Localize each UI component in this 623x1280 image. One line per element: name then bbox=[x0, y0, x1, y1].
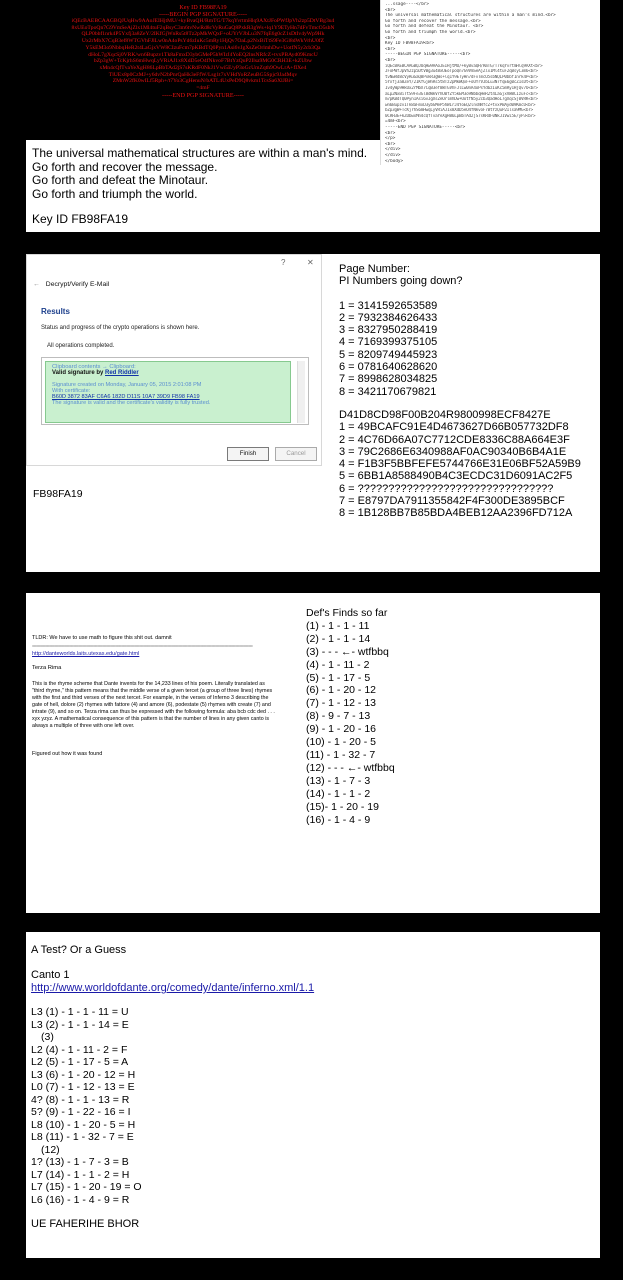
find-item: (4) - 1 - 11 - 2 bbox=[306, 658, 370, 671]
find-item: (2) - 1 - 1 - 14 bbox=[306, 632, 371, 645]
clipboard-label: Clipboard contents → Clipboard: bbox=[52, 364, 136, 370]
decode-line: 1? (13) - 1 - 7 - 3 = B bbox=[31, 1156, 129, 1168]
source-line: <br> bbox=[385, 7, 396, 13]
close-icon[interactable]: ✕ bbox=[307, 258, 314, 267]
pi-number-line: 8 = 3421170679821 bbox=[339, 385, 437, 398]
dialog-title-text: Decrypt/Verify E-Mail bbox=[45, 281, 110, 288]
decode-line: 5? (9) - 1 - 22 - 16 = I bbox=[31, 1106, 131, 1118]
decode-line: L3 (1) - 1 - 1 - 11 = U bbox=[31, 1006, 129, 1018]
source-line: <br> bbox=[385, 46, 396, 52]
validity-text: The signature is valid and the certificate's validity is fully trusted. bbox=[52, 400, 211, 406]
source-line: </body> bbox=[385, 158, 404, 164]
results-heading: Results bbox=[41, 307, 70, 316]
find-item: (8) - 9 - 7 - 13 bbox=[306, 710, 371, 723]
worldofdante-link[interactable]: http://www.worldofdante.org/comedy/dante/inferno.xml/1.1 bbox=[31, 982, 315, 994]
decode-line: L3 (6) - 1 - 20 - 12 = H bbox=[31, 1068, 136, 1081]
hex-line: 3 = 79C2686E6340988AF0AC90340B6B4A1E bbox=[339, 445, 567, 458]
source-line: tvNwRd8cVyRuGaQ8PxkR3gWs+lq1Y9ETyHn7dFvTmcO5sbNQLP0bbf1nrk4P<br> bbox=[385, 74, 538, 80]
hex-header: D41D8CD98F00B204R9800998ECF8427E bbox=[339, 408, 551, 421]
defs-finds-list bbox=[306, 607, 395, 826]
find-item: (6) - 1 - 20 - 12 bbox=[306, 684, 377, 697]
signature-line: ZMnW2fK0wILf5Rph+/t7Yo3CgHenuN/bATL4UxPeD9Q8vkm1TcsSa6XlJBi= bbox=[112, 78, 294, 85]
signature-line: 8xUEoTpoQn7G9VmSeAjZlx1Ml4tuF2qBsyC3m6tvNwRd8cVyRuGaQ8PxkR3gWs+lq1Y9ETyHn7dFvTmcO5sbN bbox=[71, 24, 335, 31]
signature-key-id: Key ID FB98FA19 bbox=[179, 4, 227, 11]
decode-line: (12) bbox=[41, 1143, 60, 1156]
terza-rima-paragraph: This is the rhyme scheme that Dante invents for the 14,233 lines of his poem. Literally translated as "third rhyme," this pattern means that the middle verse of a given tercet (a group of three lines) rhymes with the first and third verses of the next tercet. For example, in the verses of Inferno 3 describing the gate of hell, dolore (2) rhymes with fattore (4) and amore (6), podestate (5) rhymes with create (7) and intrate (9), and so on. Terza rima can thus be expressed with the following formula: aba bcb cdc ded . . . xyx yzyz. A mathematical consequence of this pattern is that the number of lines in any given canto is always a multiple of three with one left over. bbox=[32, 681, 275, 729]
hex-line: 1 = 49BCAFC91E4D4673627D66B057732DF8 bbox=[339, 421, 569, 434]
decode-list bbox=[31, 1006, 142, 1206]
source-line: iQEcBAEBCAAGBQJUqHw9AAoJEIHjtMU/+kyBvaQH/RmTG/T7kqYvrtmHlq9AXt<br> bbox=[385, 63, 543, 69]
key-id-text: Key ID FB98FA19 bbox=[32, 212, 129, 226]
help-icon[interactable]: ? bbox=[281, 258, 286, 267]
signature-line: dHoL7gXqcSj0VRK/wn6Bupzv1Tk8aFmxD3ybGMeP5hWIrJ4YoEQ2lnsNRfcZ+tvxPBAyd09KmcU bbox=[88, 51, 318, 58]
pi-number-line: 6 = 0781640628620 bbox=[339, 361, 438, 374]
message-line: The universal mathematical structures are within a man's mind. bbox=[32, 146, 368, 160]
fingerprint-short: FB98FA19 bbox=[33, 488, 83, 500]
source-line: wn6Bupzv1Tk8aFmxD3ybGMeP5hWIrJ4YoEQ2lnsNRfcZ+tvxPBAyd09KmcU<br> bbox=[385, 102, 536, 108]
message-text bbox=[32, 147, 367, 201]
source-line: 0CRH3E+kZUbwxMn4cQfTvaYeXgH86LpBbTAd2jS7sKRdF0NkJ1Vwi5E/yP3<br> bbox=[385, 113, 536, 119]
decode-line: L8 (11) - 1 - 32 - 7 = E bbox=[31, 1131, 134, 1143]
pi-number-line: 7 = 8998628034825 bbox=[339, 373, 438, 386]
results-description: Status and progress of the crypto operations is shown here. bbox=[41, 325, 200, 331]
find-item: (14) - 1 - 1 - 2 bbox=[306, 787, 371, 800]
find-item: (1) - 1 - 1 - 11 bbox=[306, 619, 370, 632]
canto-label: Canto 1 bbox=[31, 969, 70, 981]
verification-result-box bbox=[41, 357, 309, 425]
decode-line: L6 (16) - 1 - 4 - 9 = R bbox=[31, 1193, 130, 1206]
signature-line: =4mF bbox=[196, 85, 210, 92]
source-line: bZp3gW+TcKjrhS6mHwqLyVRiAJ1x8XdD5eO4fNkvoF7BtYzQuP2Ilsa9MG<br> bbox=[385, 108, 533, 114]
hex-line: 2 = 4C76D66A07C7712CDE8336C88A664E3F bbox=[339, 433, 570, 446]
decode-line: L3 (2) - 1 - 1 - 14 = E bbox=[31, 1018, 129, 1031]
find-item: (11) - 1 - 32 - 7 bbox=[306, 748, 376, 761]
find-item: (5) - 1 - 17 - 5 bbox=[306, 671, 371, 684]
source-line: <br> bbox=[385, 141, 396, 147]
pi-numbers-notes bbox=[339, 263, 581, 520]
pi-number-line: 3 = 8327950288419 bbox=[339, 324, 438, 337]
html-source-view bbox=[380, 0, 600, 165]
decode-line: L2 (5) - 1 - 17 - 5 = A bbox=[31, 1056, 129, 1068]
valid-signature-text bbox=[52, 370, 284, 376]
source-line: Go forth and defeat the Minotaur. <br> bbox=[385, 24, 484, 30]
signature-line: iQEcBAEBCAAGBQJUqHw9AAoJEIHjtMU/+kyBvaQH/RmTG/T7kqYvrtmHlq9AXtJFoPWfJpVh2zp5DtVBg3u4 bbox=[71, 18, 335, 24]
valid-signature-panel bbox=[45, 361, 291, 423]
finds-title: Def's Finds so far bbox=[306, 607, 388, 619]
find-item: (13) - 1 - 7 - 3 bbox=[306, 774, 371, 787]
hex-line: 8 = 1B128BB7B85BDA4BEB12AA2396FD712A bbox=[339, 507, 573, 520]
source-line: </p> bbox=[385, 136, 396, 142]
decode-line: L7 (15) - 1 - 20 - 19 = O bbox=[31, 1181, 142, 1193]
find-item: (3) - - - ←- wtfbbq bbox=[306, 645, 389, 658]
operations-status: All operations completed. bbox=[47, 343, 115, 349]
danteworlds-link[interactable]: http://danteworlds.laits.utexas.edu/gate.html bbox=[32, 651, 140, 657]
source-line: ...ssage----</br> bbox=[385, 2, 429, 7]
back-arrow-icon[interactable]: ← bbox=[33, 281, 40, 288]
find-item: (7) - 1 - 12 - 13 bbox=[306, 697, 377, 710]
pi-number-line: 5 = 8209749445923 bbox=[339, 348, 438, 361]
signature-end: -----END PGP SIGNATURE----- bbox=[162, 91, 244, 99]
pi-number-line: 1 = 3141592653589 bbox=[339, 299, 438, 312]
terza-rima-panel bbox=[26, 593, 600, 913]
test-guess-panel bbox=[26, 932, 600, 1258]
find-item: (15)- 1 - 20 - 19 bbox=[306, 800, 379, 813]
pi-number-line: 2 = 7932384626433 bbox=[339, 311, 438, 324]
source-line: Key ID FB98FA19<br> bbox=[385, 41, 435, 47]
with-certificate-label: With certificate: bbox=[52, 388, 91, 394]
decode-line: L0 (7) - 1 - 12 - 13 = E bbox=[31, 1081, 135, 1093]
hex-line: 7 = E8797DA7911355842F4F300DE3895BCF bbox=[339, 495, 565, 508]
source-line: Go forth and recover the message.<br> bbox=[385, 18, 481, 24]
find-item: (16) - 1 - 4 - 9 bbox=[306, 813, 371, 826]
decode-line: (3) bbox=[41, 1031, 54, 1043]
decode-line: L7 (14) - 1 - 1 - 2 = H bbox=[31, 1168, 130, 1181]
signature-begin: -----BEGIN PGP SIGNATURE----- bbox=[158, 11, 248, 18]
signature-line: Y5kEM3o9NbbqHeR2t4LaGjxVW8CIzuFcm7pKBdTQ0Pyn1Asi6vJgXsZeOrlmhDw+UotfN5y2cb3Qa bbox=[85, 44, 321, 51]
source-line: <br> bbox=[385, 57, 396, 63]
figured-text: Figured out how it was found bbox=[32, 751, 103, 757]
source-line: <br> bbox=[385, 35, 396, 41]
valid-prefix: Valid signature by bbox=[52, 370, 106, 376]
signature-line: bZp3gW+TcKjrhS6mHwqLyVRiAJ1x8XdD5eO4fNkvoF7BtYzQuP2Ilsa9MG0CRH3E+kZUbw bbox=[93, 58, 313, 65]
source-line: </div> bbox=[385, 153, 401, 159]
decrypt-verify-dialog bbox=[26, 254, 322, 466]
source-line: -----END PGP SIGNATURE-----<br> bbox=[385, 125, 466, 131]
separator-line: ===================================================================================================== bbox=[32, 643, 253, 648]
source-line: Iv4yWp9HkUx2rMbX7CqB3ef8WTGVhFJlLw0nA4oPsYd6zIuKc5mRy1HjQv7O<br> bbox=[385, 85, 538, 91]
hex-line: 4 = F1B3F5BBFEFE5744766E31E06BF52A59B9 bbox=[339, 458, 581, 471]
certificate-fingerprint-link[interactable]: B60D 3872 83AF C6A6 182D D11S 10A7 39D9 FB98 FA19 bbox=[52, 394, 200, 400]
message-line: Go forth and recover the message. bbox=[32, 159, 218, 174]
source-line: The universal mathematical structures are within a man's mind.<br> bbox=[385, 13, 556, 19]
pgp-signature-block bbox=[26, 0, 380, 140]
source-line: JFoPWfJpVh2zp5DtVBg3u48xUEoTpoQn7G9VmSeAjZlx1Ml4tuF2qBsyC3m6<br> bbox=[385, 69, 538, 75]
source-line: 5Yxfj3a8ZeY/2IKfGjWnRs5t8Tz2pMkWQxF+oUYrVJbLu3N7fqE6g0cZ1sDt<br> bbox=[385, 80, 538, 86]
tldr-text: TLDR: We have to use math to figure this shit out. damnit bbox=[32, 635, 172, 641]
find-item: (10) - 1 - 20 - 5 bbox=[306, 736, 377, 749]
signature-created: Signature created on Monday, January 05, 2015 2:01:08 PM bbox=[52, 382, 202, 388]
test-title: A Test? Or a Guess bbox=[31, 944, 127, 956]
source-line: </div> bbox=[385, 147, 401, 153]
signature-line: QLP0bbf1nrk4P5Yxfj3a8ZeY/2IKfGjWnRs5t8Tz2pMkWQxF+oUYrVJbLu3N7fqE6g0cZ1sDtIv4yWp9Hk bbox=[81, 31, 325, 38]
source-line: m7pKBdTQ0Pyn1Asi6vJgXsZeOrlmhDw+UotfN5y2cb3QadHoL7gXqcSj0VRK<br> bbox=[385, 97, 538, 103]
terza-rima-heading: Terza Rima bbox=[32, 665, 62, 671]
signature-line: TlUEx8p0CzMJ+y6dvN2bPnrQaHk3eFfW/Lsg1t7xVHdYoRZeuBG5Spjc9Ja4Mqv bbox=[108, 71, 298, 78]
signature-line: Ux2rMbX7CqB3ef8WTGVhFJlLw0nA4oPsYd6zIuKc5mRy1HjQv7OaLp2NxBiTtS9Fe3Gl8dWkVrhU0fZ bbox=[81, 38, 325, 45]
pgp-message-panel bbox=[26, 0, 600, 232]
find-item: (12) - - - ←- wtfbbq bbox=[306, 761, 395, 774]
finish-button[interactable]: Finish bbox=[227, 447, 269, 461]
cancel-button[interactable]: Cancel bbox=[275, 447, 317, 461]
hex-line: 5 = 6BB1A8588490B4C3ECDC31D6091AC2F5 bbox=[339, 470, 573, 483]
decoded-result: UE FAHERIHE BHOR bbox=[31, 1218, 140, 1230]
decrypt-verify-panel bbox=[26, 254, 600, 572]
message-line: Go forth and triumph the world. bbox=[32, 186, 198, 201]
hex-line: 6 = ???????????????????????????????? bbox=[339, 482, 554, 495]
signature-line: xMn4cQfTvaYeXgH86LpBbTAd2jS7sKRdF0NkJ1Vwi5E/yP3oGcUmZqth9OwLrA+fIXe4 bbox=[99, 64, 307, 71]
scrollbar[interactable] bbox=[297, 361, 305, 423]
decode-line: 4? (8) - 1 - 1 - 13 = R bbox=[31, 1093, 130, 1106]
source-line: Go forth and triumph the world.<br> bbox=[385, 29, 476, 35]
pi-number-line: 4 = 7169399375105 bbox=[339, 336, 438, 349]
source-line: -----BEGIN PGP SIGNATURE-----<br> bbox=[385, 52, 471, 58]
source-line: =4mF<br> bbox=[385, 119, 406, 125]
dialog-title bbox=[33, 281, 109, 288]
source-line: <br> bbox=[385, 130, 396, 136]
page-number-label: Page Number: bbox=[339, 263, 410, 275]
find-item: (9) - 1 - 20 - 16 bbox=[306, 723, 377, 736]
source-line: aLp2NxBiTtS9Fe3Gl8dWkVrhU0fZY5kEM3o9NbbqHeR2t4LaGjxVW8CIzuFc<br> bbox=[385, 91, 538, 97]
decode-line: L2 (4) - 1 - 11 - 2 = F bbox=[31, 1043, 128, 1056]
decode-line: L8 (10) - 1 - 20 - 5 = H bbox=[31, 1118, 136, 1131]
message-line: Go forth and defeat the Minotaur. bbox=[32, 173, 209, 187]
pi-question: PI Numbers going down? bbox=[339, 275, 463, 288]
signer-link[interactable]: Red Riddler bbox=[105, 370, 139, 376]
